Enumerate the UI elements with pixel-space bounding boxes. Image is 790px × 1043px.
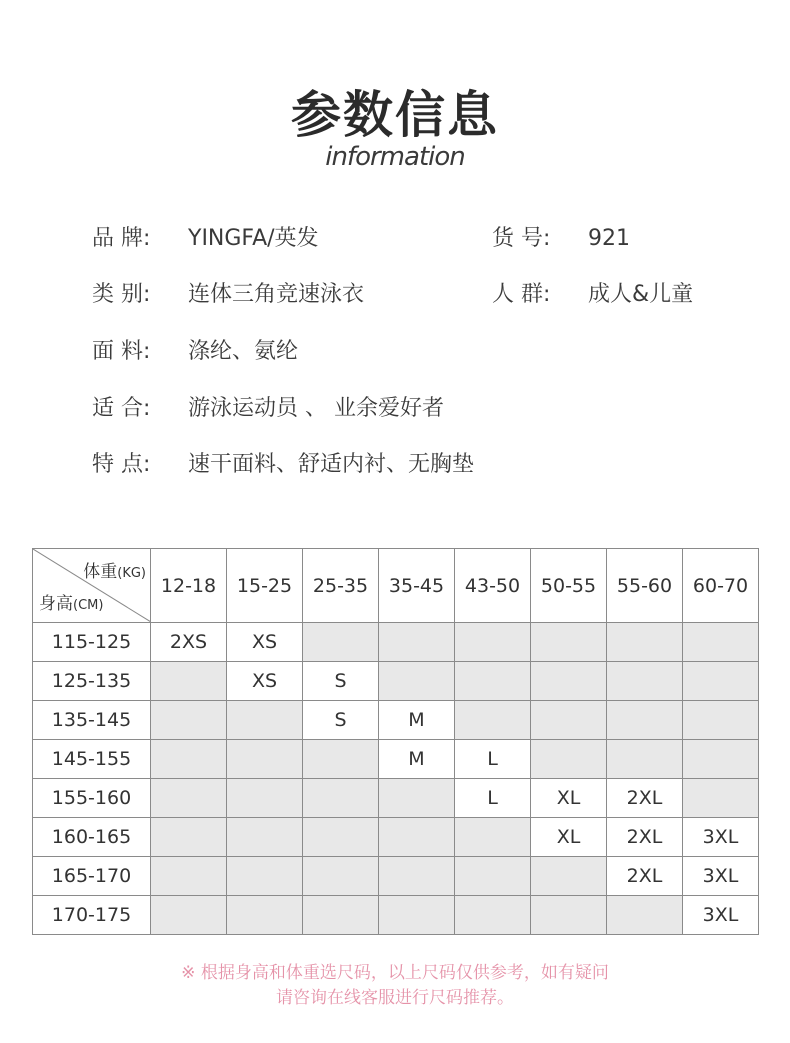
empty-size-cell xyxy=(379,779,455,818)
table-row xyxy=(33,818,759,857)
info-label: 品 牌: xyxy=(92,226,151,251)
size-cell: XL xyxy=(531,818,607,857)
weight-header-cell: 43-50 xyxy=(455,549,531,623)
size-cell: 2XL xyxy=(607,818,683,857)
info-label: 面 料: xyxy=(92,339,151,364)
empty-size-cell xyxy=(303,896,379,935)
height-range-cell: 170-175 xyxy=(33,896,151,935)
empty-size-cell xyxy=(151,662,227,701)
empty-size-cell xyxy=(303,857,379,896)
page-title: 参数信息 xyxy=(291,86,499,144)
height-range-cell: 165-170 xyxy=(33,857,151,896)
info-value: YINGFA/英发 xyxy=(188,226,319,251)
info-label: 适 合: xyxy=(92,396,151,421)
empty-size-cell xyxy=(455,662,531,701)
empty-size-cell xyxy=(607,701,683,740)
empty-size-cell xyxy=(683,701,759,740)
empty-size-cell xyxy=(151,818,227,857)
table-corner-cell xyxy=(33,549,151,623)
size-table-body xyxy=(33,623,759,935)
size-cell: 2XL xyxy=(607,857,683,896)
empty-size-cell xyxy=(379,857,455,896)
empty-size-cell xyxy=(607,740,683,779)
size-header-row xyxy=(33,549,759,623)
info-value: 速干面料、舒适内衬、无胸垫 xyxy=(188,452,475,477)
empty-size-cell xyxy=(531,857,607,896)
empty-size-cell xyxy=(455,701,531,740)
weight-header-cell: 50-55 xyxy=(531,549,607,623)
size-cell: M xyxy=(379,740,455,779)
weight-header-cell: 35-45 xyxy=(379,549,455,623)
empty-size-cell xyxy=(151,740,227,779)
empty-size-cell xyxy=(455,623,531,662)
empty-size-cell xyxy=(531,701,607,740)
size-chart-table xyxy=(32,548,759,935)
weight-header-cell: 55-60 xyxy=(607,549,683,623)
info-label: 特 点: xyxy=(92,452,151,477)
info-category xyxy=(92,280,364,310)
weight-header-cell: 15-25 xyxy=(227,549,303,623)
size-cell: 2XL xyxy=(607,779,683,818)
info-audience xyxy=(492,280,693,310)
info-value: 游泳运动员 、 业余爱好者 xyxy=(188,396,444,421)
height-axis-label: 身高(CM) xyxy=(39,594,104,614)
size-cell: XS xyxy=(227,662,303,701)
info-value: 921 xyxy=(588,226,630,251)
weight-header-cell: 25-35 xyxy=(303,549,379,623)
size-cell: 3XL xyxy=(683,857,759,896)
empty-size-cell xyxy=(227,701,303,740)
height-range-cell: 115-125 xyxy=(33,623,151,662)
height-range-cell: 135-145 xyxy=(33,701,151,740)
height-range-cell: 145-155 xyxy=(33,740,151,779)
empty-size-cell xyxy=(227,857,303,896)
size-cell: L xyxy=(455,740,531,779)
info-fabric xyxy=(92,337,298,367)
table-row xyxy=(33,701,759,740)
info-suitable xyxy=(92,394,444,424)
empty-size-cell xyxy=(151,857,227,896)
info-value: 涤纶、氨纶 xyxy=(188,339,299,364)
empty-size-cell xyxy=(379,623,455,662)
height-range-cell: 160-165 xyxy=(33,818,151,857)
empty-size-cell xyxy=(531,623,607,662)
weight-header-cell: 12-18 xyxy=(151,549,227,623)
empty-size-cell xyxy=(379,662,455,701)
table-row xyxy=(33,779,759,818)
empty-size-cell xyxy=(151,701,227,740)
info-value: 成人&儿童 xyxy=(588,282,694,307)
empty-size-cell xyxy=(683,779,759,818)
weight-axis-label: 体重(KG) xyxy=(83,562,146,582)
size-cell: 3XL xyxy=(683,818,759,857)
empty-size-cell xyxy=(683,740,759,779)
empty-size-cell xyxy=(303,779,379,818)
empty-size-cell xyxy=(455,896,531,935)
size-cell: M xyxy=(379,701,455,740)
size-cell: S xyxy=(303,701,379,740)
table-row xyxy=(33,623,759,662)
size-cell: XL xyxy=(531,779,607,818)
size-cell: 2XS xyxy=(151,623,227,662)
empty-size-cell xyxy=(455,818,531,857)
empty-size-cell xyxy=(607,896,683,935)
empty-size-cell xyxy=(455,857,531,896)
info-label: 人 群: xyxy=(492,282,551,307)
size-cell: 3XL xyxy=(683,896,759,935)
empty-size-cell xyxy=(227,779,303,818)
empty-size-cell xyxy=(683,623,759,662)
empty-size-cell xyxy=(607,662,683,701)
empty-size-cell xyxy=(303,740,379,779)
weight-header-cell: 60-70 xyxy=(683,549,759,623)
empty-size-cell xyxy=(151,779,227,818)
info-brand xyxy=(92,224,319,254)
empty-size-cell xyxy=(379,896,455,935)
empty-size-cell xyxy=(151,896,227,935)
table-row xyxy=(33,740,759,779)
info-label: 货 号: xyxy=(492,226,551,251)
empty-size-cell xyxy=(227,740,303,779)
info-label: 类 别: xyxy=(92,282,151,307)
empty-size-cell xyxy=(683,662,759,701)
height-range-cell: 125-135 xyxy=(33,662,151,701)
empty-size-cell xyxy=(531,740,607,779)
info-value: 连体三角竞速泳衣 xyxy=(188,282,365,307)
table-row xyxy=(33,896,759,935)
empty-size-cell xyxy=(303,818,379,857)
size-cell: L xyxy=(455,779,531,818)
empty-size-cell xyxy=(227,818,303,857)
height-range-cell: 155-160 xyxy=(33,779,151,818)
size-cell: XS xyxy=(227,623,303,662)
table-row xyxy=(33,857,759,896)
empty-size-cell xyxy=(531,896,607,935)
empty-size-cell xyxy=(607,623,683,662)
empty-size-cell xyxy=(227,896,303,935)
size-cell: S xyxy=(303,662,379,701)
table-row xyxy=(33,662,759,701)
empty-size-cell xyxy=(531,662,607,701)
empty-size-cell xyxy=(379,818,455,857)
empty-size-cell xyxy=(303,623,379,662)
page-subtitle: information xyxy=(325,142,465,172)
size-note-line2: 请咨询在线客服进行尺码推荐。 xyxy=(276,988,514,1008)
info-features xyxy=(92,450,474,480)
info-item-number xyxy=(492,224,630,254)
size-note-line1: ※ 根据身高和体重选尺码，以上尺码仅供参考，如有疑问 xyxy=(181,963,609,983)
